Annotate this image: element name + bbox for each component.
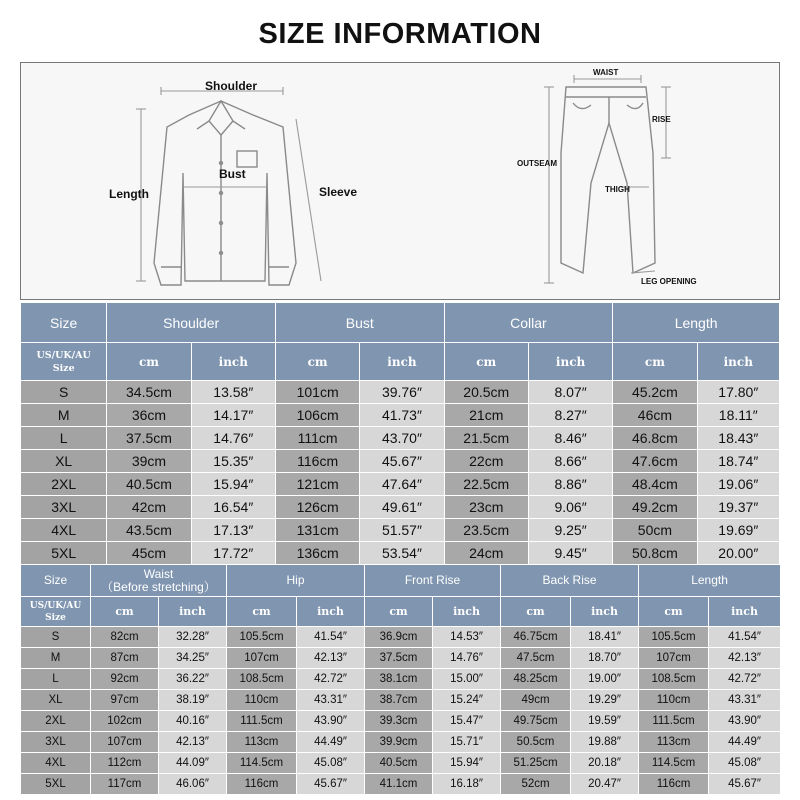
cm-value-cell: 51.25cm [501,753,571,774]
unit-cm: cm [501,597,571,627]
inch-value-cell: 32.28″ [159,627,227,648]
size-cell: 5XL [21,774,91,795]
table-row [21,404,780,427]
inch-value-cell: 9.06″ [528,496,612,519]
table-row [21,450,780,473]
cm-value-cell: 46.8cm [613,427,697,450]
cm-value-cell: 22.5cm [444,473,528,496]
cm-value-cell: 47.6cm [613,450,697,473]
unit-inch: inch [191,343,275,381]
inch-value-cell: 14.53″ [433,627,501,648]
cm-value-cell: 21cm [444,404,528,427]
cm-value-cell: 82cm [91,627,159,648]
size-cell: 4XL [21,753,91,774]
hip-header: Hip [227,565,365,597]
inch-value-cell: 19.88″ [571,732,639,753]
inch-value-cell: 15.94″ [433,753,501,774]
inch-value-cell: 19.59″ [571,711,639,732]
unit-inch: inch [528,343,612,381]
sleeve-label: Sleeve [319,185,358,199]
collar-header: Collar [444,303,613,343]
table-row [21,473,780,496]
size-cell: M [21,648,91,669]
cm-value-cell: 42cm [107,496,191,519]
cm-value-cell: 87cm [91,648,159,669]
inch-value-cell: 34.25″ [159,648,227,669]
unit-inch: inch [571,597,639,627]
inch-value-cell: 43.70″ [360,427,444,450]
cm-value-cell: 48.25cm [501,669,571,690]
inch-value-cell: 9.45″ [528,542,612,565]
inch-value-cell: 8.46″ [528,427,612,450]
inch-value-cell: 14.17″ [191,404,275,427]
inch-value-cell: 43.90″ [297,711,365,732]
table-row [21,381,780,404]
cm-value-cell: 117cm [91,774,159,795]
cm-value-cell: 136cm [275,542,359,565]
size-cell: 2XL [21,711,91,732]
inch-value-cell: 16.18″ [433,774,501,795]
unit-cm: cm [444,343,528,381]
table-row [21,427,780,450]
cm-value-cell: 38.1cm [365,669,433,690]
unit-inch: inch [159,597,227,627]
cm-value-cell: 36.9cm [365,627,433,648]
inch-value-cell: 43.31″ [709,690,781,711]
inch-value-cell: 18.41″ [571,627,639,648]
pants-diagram [561,87,655,273]
cm-value-cell: 23.5cm [444,519,528,542]
inch-value-cell: 44.49″ [297,732,365,753]
size-cell: 3XL [21,732,91,753]
size-cell: S [21,627,91,648]
cm-value-cell: 126cm [275,496,359,519]
bottom-table-header-row [21,565,781,597]
unit-cm: cm [365,597,433,627]
cm-value-cell: 108.5cm [639,669,709,690]
inch-value-cell: 42.72″ [709,669,781,690]
inch-value-cell: 43.90″ [709,711,781,732]
cm-value-cell: 113cm [227,732,297,753]
inch-value-cell: 44.09″ [159,753,227,774]
cm-value-cell: 36cm [107,404,191,427]
size-cell: XL [21,690,91,711]
inch-value-cell: 42.72″ [297,669,365,690]
cm-value-cell: 21.5cm [444,427,528,450]
cm-value-cell: 111cm [275,427,359,450]
inch-value-cell: 41.54″ [297,627,365,648]
cm-value-cell: 92cm [91,669,159,690]
cm-value-cell: 114.5cm [227,753,297,774]
inch-value-cell: 16.54″ [191,496,275,519]
cm-value-cell: 39.3cm [365,711,433,732]
outseam-label: OUTSEAM [517,159,557,168]
size-cell: L [21,669,91,690]
unit-cm: cm [227,597,297,627]
cm-value-cell: 107cm [91,732,159,753]
top-size-table [20,302,780,565]
back-rise-header: Back Rise [501,565,639,597]
cm-value-cell: 23cm [444,496,528,519]
bust-header: Bust [275,303,444,343]
cm-value-cell: 50cm [613,519,697,542]
inch-value-cell: 45.08″ [709,753,781,774]
size-cell: S [21,381,107,404]
cm-value-cell: 43.5cm [107,519,191,542]
cm-value-cell: 22cm [444,450,528,473]
inch-value-cell: 19.06″ [697,473,779,496]
cm-value-cell: 34.5cm [107,381,191,404]
unit-cm: cm [107,343,191,381]
cm-value-cell: 108.5cm [227,669,297,690]
cm-value-cell: 105.5cm [227,627,297,648]
inch-value-cell: 20.47″ [571,774,639,795]
table-row [21,669,781,690]
inch-value-cell: 18.43″ [697,427,779,450]
size-subheader: US/UK/AU Size [21,343,107,381]
inch-value-cell: 46.06″ [159,774,227,795]
rise-label: RISE [652,115,671,124]
cm-value-cell: 49cm [501,690,571,711]
front-rise-header: Front Rise [365,565,501,597]
cm-value-cell: 116cm [639,774,709,795]
table-row [21,732,781,753]
cm-value-cell: 112cm [91,753,159,774]
cm-value-cell: 111.5cm [639,711,709,732]
inch-value-cell: 17.80″ [697,381,779,404]
unit-inch: inch [697,343,779,381]
unit-cm: cm [275,343,359,381]
cm-value-cell: 114.5cm [639,753,709,774]
table-row [21,648,781,669]
inch-value-cell: 36.22″ [159,669,227,690]
unit-cm: cm [91,597,159,627]
cm-value-cell: 113cm [639,732,709,753]
inch-value-cell: 18.70″ [571,648,639,669]
size-cell: L [21,427,107,450]
page-title: SIZE INFORMATION [258,18,542,50]
size-header: Size [21,303,107,343]
table-row [21,711,781,732]
cm-value-cell: 111.5cm [227,711,297,732]
shoulder-header: Shoulder [107,303,276,343]
cm-value-cell: 50.8cm [613,542,697,565]
inch-value-cell: 9.25″ [528,519,612,542]
table-row [21,519,780,542]
cm-value-cell: 97cm [91,690,159,711]
inch-value-cell: 43.31″ [297,690,365,711]
cm-value-cell: 46.75cm [501,627,571,648]
inch-value-cell: 18.11″ [697,404,779,427]
cm-value-cell: 45.2cm [613,381,697,404]
cm-value-cell: 107cm [227,648,297,669]
inch-value-cell: 38.19″ [159,690,227,711]
cm-value-cell: 48.4cm [613,473,697,496]
cm-value-cell: 40.5cm [107,473,191,496]
unit-cm: cm [639,597,709,627]
unit-inch: inch [709,597,781,627]
inch-value-cell: 20.18″ [571,753,639,774]
cm-value-cell: 110cm [639,690,709,711]
size-header: Size [21,565,91,597]
garment-diagrams [21,63,781,301]
size-cell: 5XL [21,542,107,565]
cm-value-cell: 40.5cm [365,753,433,774]
shirt-measure-lines [136,87,321,281]
table-row [21,627,781,648]
inch-value-cell: 42.13″ [709,648,781,669]
pants-measure-lines [544,75,671,283]
cm-value-cell: 107cm [639,648,709,669]
cm-value-cell: 121cm [275,473,359,496]
inch-value-cell: 15.94″ [191,473,275,496]
top-table-header-row [21,303,780,343]
size-cell: M [21,404,107,427]
cm-value-cell: 41.1cm [365,774,433,795]
cm-value-cell: 39cm [107,450,191,473]
size-cell: XL [21,450,107,473]
length-header: Length [613,303,780,343]
inch-value-cell: 51.57″ [360,519,444,542]
shoulder-label: Shoulder [205,79,258,93]
table-row [21,542,780,565]
bottom-table-unit-row [21,597,781,627]
inch-value-cell: 15.24″ [433,690,501,711]
inch-value-cell: 15.35″ [191,450,275,473]
cm-value-cell: 37.5cm [365,648,433,669]
inch-value-cell: 8.86″ [528,473,612,496]
inch-value-cell: 45.08″ [297,753,365,774]
cm-value-cell: 39.9cm [365,732,433,753]
size-diagram-panel [20,62,780,300]
cm-value-cell: 101cm [275,381,359,404]
cm-value-cell: 50.5cm [501,732,571,753]
cm-value-cell: 20.5cm [444,381,528,404]
inch-value-cell: 13.58″ [191,381,275,404]
inch-value-cell: 45.67″ [709,774,781,795]
inch-value-cell: 15.00″ [433,669,501,690]
inch-value-cell: 53.54″ [360,542,444,565]
inch-value-cell: 39.76″ [360,381,444,404]
table-row [21,690,781,711]
inch-value-cell: 17.72″ [191,542,275,565]
inch-value-cell: 20.00″ [697,542,779,565]
inch-value-cell: 49.61″ [360,496,444,519]
inch-value-cell: 44.49″ [709,732,781,753]
inch-value-cell: 45.67″ [297,774,365,795]
inch-value-cell: 14.76″ [433,648,501,669]
cm-value-cell: 116cm [227,774,297,795]
cm-value-cell: 24cm [444,542,528,565]
cm-value-cell: 116cm [275,450,359,473]
inch-value-cell: 42.13″ [159,732,227,753]
inch-value-cell: 19.00″ [571,669,639,690]
thigh-label: THIGH [605,185,630,194]
inch-value-cell: 8.66″ [528,450,612,473]
inch-value-cell: 18.74″ [697,450,779,473]
inch-value-cell: 41.54″ [709,627,781,648]
cm-value-cell: 131cm [275,519,359,542]
inch-value-cell: 14.76″ [191,427,275,450]
shirt-diagram [154,101,296,285]
top-table-body [21,381,780,565]
inch-value-cell: 42.13″ [297,648,365,669]
inch-value-cell: 15.71″ [433,732,501,753]
cm-value-cell: 46cm [613,404,697,427]
cm-value-cell: 47.5cm [501,648,571,669]
size-cell: 2XL [21,473,107,496]
cm-value-cell: 105.5cm [639,627,709,648]
inch-value-cell: 8.07″ [528,381,612,404]
length-header: Length [639,565,781,597]
cm-value-cell: 49.75cm [501,711,571,732]
bottom-table-body [21,627,781,795]
inch-value-cell: 19.37″ [697,496,779,519]
inch-value-cell: 47.64″ [360,473,444,496]
bust-label: Bust [219,167,246,181]
cm-value-cell: 49.2cm [613,496,697,519]
inch-value-cell: 19.29″ [571,690,639,711]
cm-value-cell: 102cm [91,711,159,732]
inch-value-cell: 45.67″ [360,450,444,473]
inch-value-cell: 8.27″ [528,404,612,427]
inch-value-cell: 19.69″ [697,519,779,542]
table-row [21,496,780,519]
top-table-unit-row [21,343,780,381]
inch-value-cell: 15.47″ [433,711,501,732]
waist-header: Waist （Before stretching） [91,565,227,597]
size-cell: 4XL [21,519,107,542]
table-row [21,774,781,795]
cm-value-cell: 52cm [501,774,571,795]
unit-inch: inch [433,597,501,627]
size-cell: 3XL [21,496,107,519]
cm-value-cell: 38.7cm [365,690,433,711]
leg-opening-label: LEG OPENING [641,277,697,286]
cm-value-cell: 37.5cm [107,427,191,450]
inch-value-cell: 40.16″ [159,711,227,732]
length-label: Length [109,187,149,201]
unit-inch: inch [297,597,365,627]
cm-value-cell: 106cm [275,404,359,427]
bottom-size-table [20,564,781,795]
cm-value-cell: 110cm [227,690,297,711]
inch-value-cell: 17.13″ [191,519,275,542]
unit-cm: cm [613,343,697,381]
unit-inch: inch [360,343,444,381]
table-row [21,753,781,774]
waist-label: WAIST [593,68,619,77]
cm-value-cell: 45cm [107,542,191,565]
size-subheader: US/UK/AU Size [21,597,91,627]
inch-value-cell: 41.73″ [360,404,444,427]
